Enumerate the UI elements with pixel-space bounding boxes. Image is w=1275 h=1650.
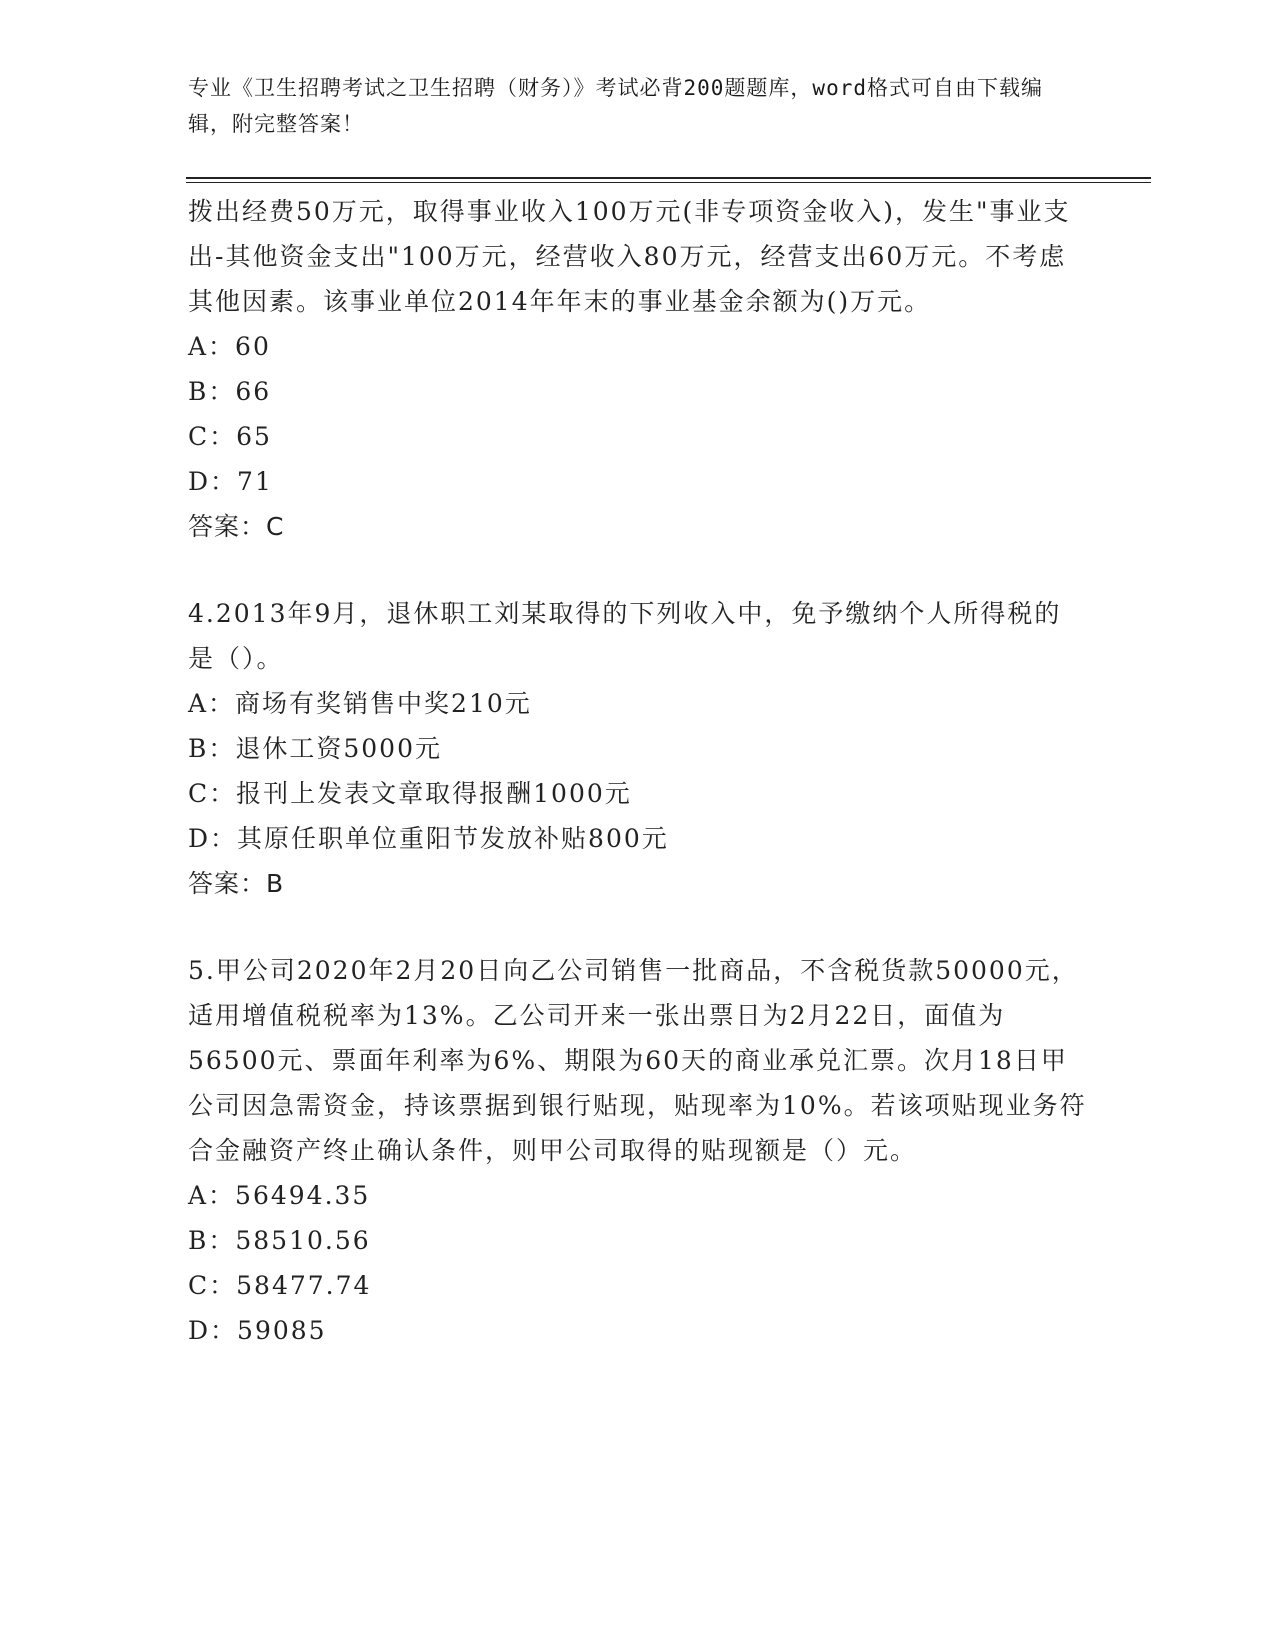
question-5 xyxy=(188,948,1088,1353)
question-stem: 拨出经费50万元，取得事业收入100万元(非专项资金收入)，发生"事业支出-其他资金支出"100万元，经营收入80万元，经营支出60万元。不考虑其他因素。该事业单位2014年年末的事业基金余额为()万元。 xyxy=(188,197,1071,316)
option-b: B：退休工资5000元 xyxy=(188,734,442,763)
page-header xyxy=(188,70,1068,142)
option-a: A：60 xyxy=(188,332,271,361)
option-b: B：58510.56 xyxy=(188,1226,371,1255)
option-c: C：报刊上发表文章取得报酬1000元 xyxy=(188,779,632,808)
document-body xyxy=(188,189,1088,1395)
option-a: A：56494.35 xyxy=(188,1181,371,1210)
question-stem: 5.甲公司2020年2月20日向乙公司销售一批商品，不含税货款50000元，适用增值税税率为13%。乙公司开来一张出票日为2月22日，面值为56500元、票面年利率为6%、期限为60天的商业承兑汇票。次月18日甲公司因急需资金，持该票据到银行贴现，贴现率为10%。若该项贴现业务符合金融资产终止确认条件，则甲公司取得的贴现额是（）元。 xyxy=(188,956,1087,1165)
header-divider xyxy=(186,177,1151,179)
option-b: B：66 xyxy=(188,377,272,406)
answer-line: 答案：B xyxy=(188,869,285,898)
question-3 xyxy=(188,189,1088,549)
header-title: 专业《卫生招聘考试之卫生招聘（财务）》考试必背200题题库，word格式可自由下载编辑，附完整答案！ xyxy=(188,76,1043,136)
question-4 xyxy=(188,591,1088,906)
header-divider-thin xyxy=(186,182,1151,183)
option-d: D：59085 xyxy=(188,1316,327,1345)
option-c: C：65 xyxy=(188,422,272,451)
option-a: A：商场有奖销售中奖210元 xyxy=(188,689,532,718)
answer-line: 答案：C xyxy=(188,512,285,541)
option-d: D：其原任职单位重阳节发放补贴800元 xyxy=(188,824,669,853)
question-stem: 4.2013年9月，退休职工刘某取得的下列收入中，免予缴纳个人所得税的是（）。 xyxy=(188,599,1062,673)
option-d: D：71 xyxy=(188,467,273,496)
option-c: C：58477.74 xyxy=(188,1271,372,1300)
